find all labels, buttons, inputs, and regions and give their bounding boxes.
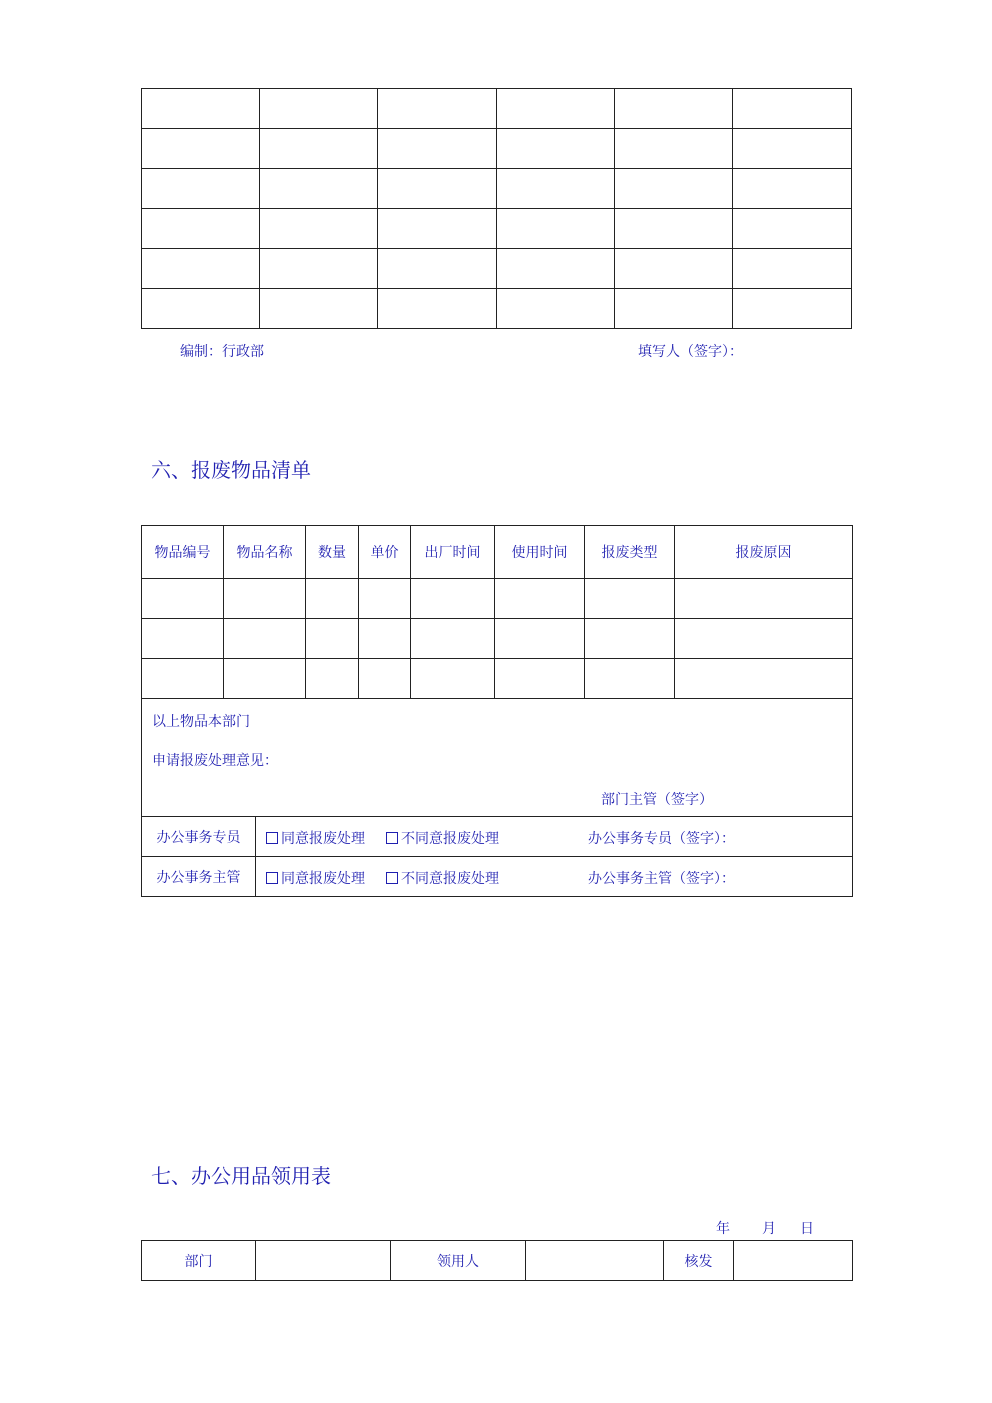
table-cell[interactable] <box>142 249 260 289</box>
table-row <box>142 249 852 289</box>
table-row <box>142 89 852 129</box>
recipient-value[interactable] <box>526 1241 664 1281</box>
table-cell[interactable] <box>142 169 260 209</box>
table-cell[interactable] <box>497 249 615 289</box>
disagree-option-clerk[interactable]: 不同意报废处理 <box>386 828 499 848</box>
table-cell[interactable] <box>497 289 615 329</box>
dept-label: 部门 <box>142 1241 256 1281</box>
section7-title: 七、办公用品领用表 <box>151 1164 331 1188</box>
table-row <box>142 209 852 249</box>
table-cell[interactable] <box>378 209 497 249</box>
table-row <box>142 619 853 659</box>
table-cell[interactable] <box>615 249 733 289</box>
approval-options-clerk <box>256 817 853 857</box>
table-cell[interactable] <box>733 129 852 169</box>
section6-title: 六、报废物品清单 <box>151 458 311 482</box>
checkbox-icon[interactable] <box>266 832 278 844</box>
approval-options-supervisor <box>256 857 853 897</box>
table-cell[interactable] <box>615 289 733 329</box>
approval-role-clerk: 办公事务专员 <box>142 817 256 857</box>
dept-supervisor-sign: 部门主管（签字） <box>601 792 713 808</box>
table-cell[interactable] <box>615 89 733 129</box>
table-cell[interactable] <box>260 289 378 329</box>
table-row <box>142 289 852 329</box>
table-cell[interactable] <box>733 209 852 249</box>
header-usage-time: 使用时间 <box>495 526 585 579</box>
top-blank-table <box>141 88 852 329</box>
table-cell[interactable] <box>142 209 260 249</box>
table-cell[interactable] <box>615 129 733 169</box>
table-cell[interactable] <box>733 89 852 129</box>
table-cell[interactable] <box>378 89 497 129</box>
dept-line2: 申请报废处理意见： <box>152 753 278 769</box>
table-cell[interactable] <box>615 169 733 209</box>
checkbox-icon[interactable] <box>386 872 398 884</box>
date-day: 日 <box>800 1221 814 1237</box>
table-cell[interactable] <box>142 89 260 129</box>
header-quantity: 数量 <box>306 526 359 579</box>
agree-option-clerk[interactable]: 同意报废处理 <box>266 828 365 848</box>
table-cell[interactable] <box>142 129 260 169</box>
header-factory-date: 出厂时间 <box>411 526 495 579</box>
table-cell[interactable] <box>615 209 733 249</box>
dept-value[interactable] <box>256 1241 391 1281</box>
header-scrap-type: 报废类型 <box>585 526 675 579</box>
table-cell[interactable] <box>260 89 378 129</box>
compiler-label: 编制：行政部 <box>180 344 264 360</box>
table-cell[interactable] <box>733 289 852 329</box>
table-cell[interactable] <box>260 209 378 249</box>
recipient-label: 领用人 <box>391 1241 526 1281</box>
header-item-name: 物品名称 <box>224 526 306 579</box>
table-row <box>142 129 852 169</box>
clerk-sign-label: 办公事务专员（签字）： <box>588 831 735 847</box>
header-item-no: 物品编号 <box>142 526 224 579</box>
checkbox-icon[interactable] <box>266 872 278 884</box>
table-cell[interactable] <box>142 289 260 329</box>
approval-table <box>141 816 853 897</box>
table-cell[interactable] <box>497 129 615 169</box>
table-cell[interactable] <box>497 89 615 129</box>
dept-line1: 以上物品本部门 <box>152 714 250 730</box>
table-cell[interactable] <box>497 169 615 209</box>
disagree-option-supervisor[interactable]: 不同意报废处理 <box>386 868 499 888</box>
table-row <box>142 579 853 619</box>
table-cell[interactable] <box>260 129 378 169</box>
table-row <box>142 659 853 699</box>
table-cell[interactable] <box>378 289 497 329</box>
filler-sign-label: 填写人（签字）： <box>638 344 743 360</box>
header-scrap-reason: 报废原因 <box>675 526 853 579</box>
table-cell[interactable] <box>378 249 497 289</box>
approval-role-supervisor: 办公事务主管 <box>142 857 256 897</box>
date-month: 月 <box>762 1221 776 1237</box>
table-cell[interactable] <box>497 209 615 249</box>
table-cell[interactable] <box>378 129 497 169</box>
table-cell[interactable] <box>733 249 852 289</box>
table-row <box>142 169 852 209</box>
scrap-items-table <box>141 525 853 817</box>
department-opinion-cell <box>142 699 853 817</box>
table-cell[interactable] <box>260 169 378 209</box>
table-cell[interactable] <box>733 169 852 209</box>
checkbox-icon[interactable] <box>386 832 398 844</box>
date-year: 年 <box>716 1221 730 1237</box>
header-unit-price: 单价 <box>359 526 411 579</box>
table-cell[interactable] <box>378 169 497 209</box>
office-supplies-table <box>141 1240 853 1281</box>
issue-label: 核发 <box>664 1241 734 1281</box>
supervisor-sign-label: 办公事务主管（签字）： <box>588 871 735 887</box>
issue-value[interactable] <box>734 1241 853 1281</box>
table-cell[interactable] <box>260 249 378 289</box>
agree-option-supervisor[interactable]: 同意报废处理 <box>266 868 365 888</box>
